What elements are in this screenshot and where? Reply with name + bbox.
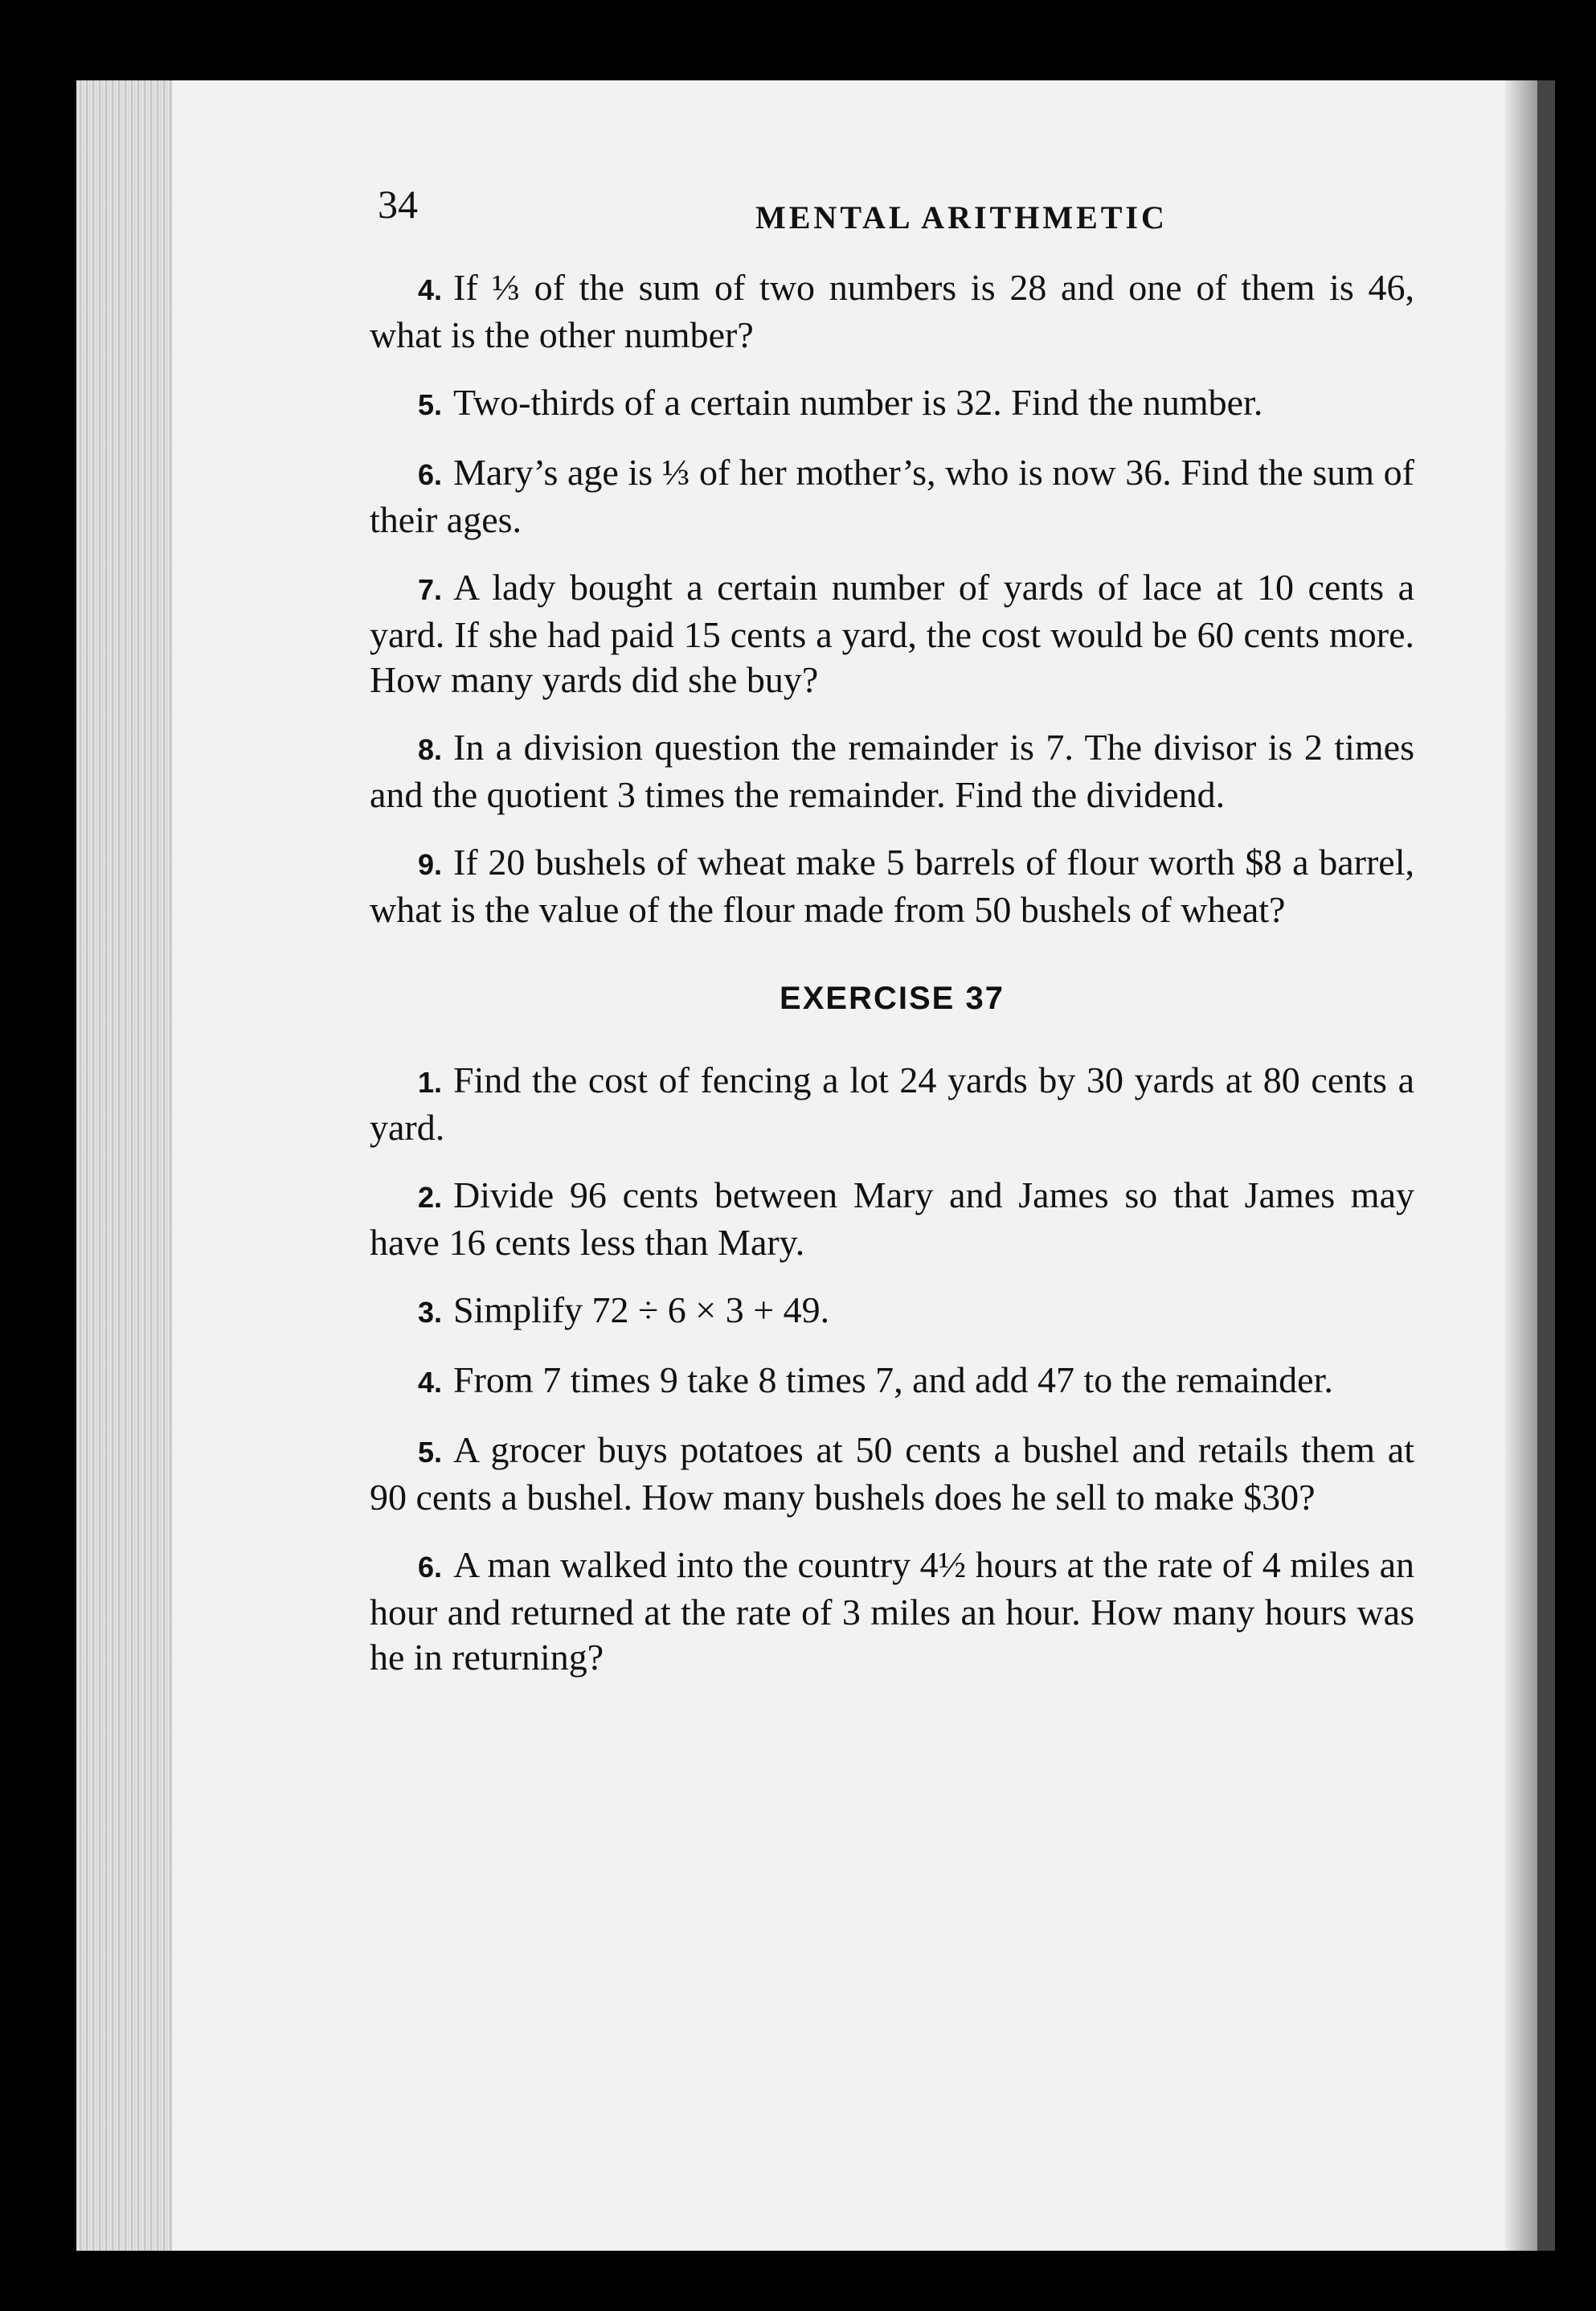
problem-text: A grocer buys potatoes at 50 cents a bushel and retails them at 90 cents a bushel. How many bushels does he sell to make $30?: [370, 1429, 1414, 1518]
problem-text: Mary’s age is ⅓ of her mother’s, who is now 36. Find the sum of their ages.: [370, 452, 1414, 540]
exercise-problem-6: [370, 1543, 1414, 1680]
problem-text: From 7 times 9 take 8 times 7, and add 47 to the remainder.: [453, 1359, 1333, 1400]
problem-text: In a division question the remainder is 7. The divisor is 2 times and the quotient 3 times the remainder. Find the dividend.: [370, 727, 1414, 815]
problem-text: Simplify 72 ÷ 6 × 3 + 49.: [453, 1289, 830, 1330]
running-title: MENTAL ARITHMETIC: [755, 199, 1168, 236]
book-spine-edge: [76, 80, 173, 2251]
problem-text: If ⅓ of the sum of two numbers is 28 and one of them is 46, what is the other number?: [370, 267, 1414, 355]
problem-6: [370, 450, 1414, 543]
problem-number: 5.: [418, 388, 443, 421]
problem-number: 4.: [418, 1366, 443, 1399]
problem-8: [370, 725, 1414, 817]
problem-7: [370, 565, 1414, 703]
problem-number: 6.: [418, 458, 443, 491]
page-content: [370, 265, 1414, 1703]
problem-text: A lady bought a certain number of yards of lace at 10 cents a yard. If she had paid 15 cents a yard, the cost would be 60 cents more. How many yards did she buy?: [370, 567, 1414, 700]
problem-9: [370, 840, 1414, 932]
problem-number: 3.: [418, 1296, 443, 1329]
exercise-problem-4: [370, 1358, 1414, 1405]
exercise-problem-3: [370, 1288, 1414, 1335]
page-number: 34: [378, 182, 418, 227]
problem-number: 1.: [418, 1066, 443, 1099]
exercise-problem-1: [370, 1058, 1414, 1150]
problem-number: 4.: [418, 273, 443, 306]
problem-4: [370, 265, 1414, 358]
page-header: [378, 181, 1422, 245]
exercise-heading: EXERCISE 37: [780, 981, 1005, 1016]
problem-number: 6.: [418, 1551, 443, 1584]
page-edge-shadow: [1505, 80, 1537, 2251]
problem-text: Divide 96 cents between Mary and James so that James may have 16 cents less than Mary.: [370, 1174, 1414, 1263]
problem-text: Two-thirds of a certain number is 32. Find the number.: [453, 382, 1263, 423]
problem-5: [370, 380, 1414, 428]
problem-text: If 20 bushels of wheat make 5 barrels of flour worth $8 a barrel, what is the value of the flour made from 50 bushels of wheat?: [370, 842, 1414, 930]
problem-text: A man walked into the country 4½ hours at the rate of 4 miles an hour and returned at the rate of 3 miles an hour. How many hours was he in returning?: [370, 1544, 1414, 1678]
problem-number: 2.: [418, 1181, 443, 1214]
problem-number: 9.: [418, 848, 443, 881]
exercise-problem-2: [370, 1173, 1414, 1265]
exercise-problem-5: [370, 1428, 1414, 1520]
problem-text: Find the cost of fencing a lot 24 yards by 30 yards at 80 cents a yard.: [370, 1059, 1414, 1148]
problem-number: 8.: [418, 733, 443, 766]
problem-number: 5.: [418, 1436, 443, 1469]
problem-number: 7.: [418, 573, 443, 606]
